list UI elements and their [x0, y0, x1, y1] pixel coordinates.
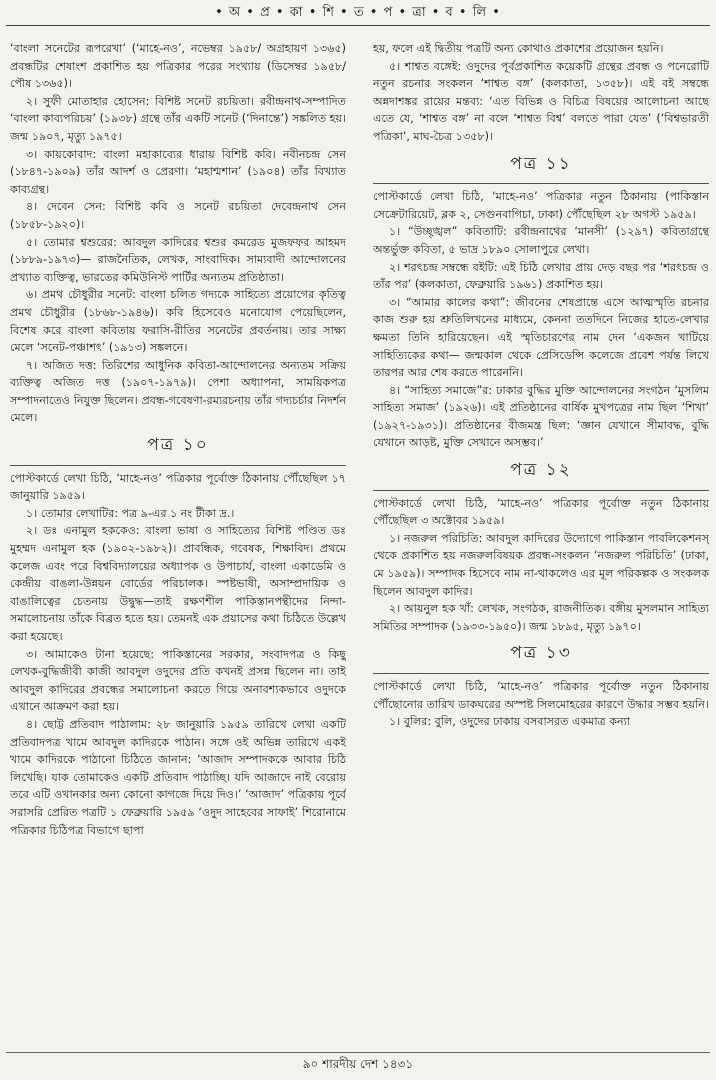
section-rule — [373, 673, 709, 674]
header-rule — [6, 25, 710, 26]
footnote: ৩। আমাকেও টানা হয়েছে: পাকিস্তানের সরকার, সংবাদপত্র ও কিছু লেখক-বুদ্ধিজীবী কাজী আবদুল ওদুদের প্রতি কখনই প্রসন্ন ছিলেন না। তাই আবদুল কাদিরের প্রবন্ধের সমালোচনা করতে গিয়ে অনাবশ্যকভাবে ওদুদকে এখানে আক্রমণ করা হয়। — [10, 647, 346, 714]
footnote: ১। তোমার লেখাটির: পত্র ৯-এর ১ নং টীকা দ্র.। — [26, 506, 235, 520]
footnote: ৬। প্রমথ চৌধুরীর সনেট: বাংলা চলিত গদ্যকে সাহিত্যে প্রয়োগের কৃতিত্ব প্রমথ চৌধুরীর (১৮৬৮-১৯৪৬)। কবি হিসেবেও মনোযোগ পেয়েছিলেন, বিশেষ করে বাংলা কবিতায় ফরাসি-রীতির সনেটের প্রবর্তনায়। তার সাক্ষ্য মেলে ‘সনেট-পঞ্চাশৎ’ (১৯১৩) সঙ্কলনে। — [10, 288, 346, 355]
footnote: ১। নজরুল পরিচিতি: আবদুল কাদিরের উদ্যোগে পাকিস্তান পাবলিকেশনস্ থেকে প্রকাশিত হয় নজরুলবিষয়ক প্রবন্ধ-সংকলন ‘নজরুল পরিচিতি’ (ঢাকা, মে ১৯৫৯)। সম্পাদক হিসেবে নাম না-থাকলেও এর মূল পরিকল্পক ও সংকলক ছিলেন আবদুল কাদির। — [373, 531, 709, 598]
letter-intro: পোস্টকার্ডে লেখা চিঠি, ‘মাহে-নও’ পত্রিকার পূর্বোক্ত ঠিকানায় পৌঁছেছিল ১৭ জানুয়ারি ১৯৫৯। — [10, 471, 346, 503]
footnote: ৫। শাশ্বত বঙ্গেই: ওদুদের পূর্বপ্রকাশিত কয়েকটি গ্রন্থের প্রবন্ধ ও পনেরোটি নতুন রচনার সংকলন ‘শাশ্বত বঙ্গ’ (কলকাতা, ১৩৫৮)। এই বই সম্বন্ধে অন্নদাশঙ্কর রায়ের মন্তব্য: ‘এত বিভিন্ন ও বিচিত্র বিষয়ের আলোচনা আছে এতে যে, ‘শাশ্বত বঙ্গ’ না বলে ‘শাশ্বত বিশ্ব’ বলতে পারা যেত’ (‘বিশ্বভারতী পত্রিকা’, মাঘ-চৈত্র ১৩৫৮)। — [373, 59, 709, 143]
footnote: ২। সুফী মোতাহার হোসেন: বিশিষ্ট সনেট রচয়িতা। রবীন্দ্রনাথ-সম্পাদিত ‘বাংলা কাব্যপরিচয়’ (১৯৩৮) গ্রন্থে তাঁর একটি সনেট (‘দিনান্তে’) সঙ্কলিত হয়। জন্ম ১৯০৭, মৃত্যু ১৯৭৫। — [10, 94, 346, 143]
footnote: ২। শরৎচন্দ্র সম্বন্ধে বইটি: এই চিঠি লেখার প্রায় দেড় বছর পর ‘শরৎচন্দ্র ও তাঁর পর’ (কলকাতা, ফেব্রুয়ারি ১৯৬১) প্রকাশিত হয়। — [373, 260, 709, 292]
running-title: • অ • প্র • কা • শি • ত • প • ত্রা • ব • লি • — [215, 5, 501, 20]
footnote: ১। বুলির: বুলি, ওদুদের ঢাকায় বসবাসরত একমাত্র কন্যা — [389, 715, 631, 729]
footnote: ২। আয়নুল হক খাঁ: লেখক, সংগঠক, রাজনীতিক। বঙ্গীয় মুসলমান সাহিত্য সমিতির সম্পাদক (১৯৩৩-১৯৫০)। জন্ম ১৮৯৫, মৃত্যু ১৯৭০। — [373, 602, 709, 633]
section-rule — [10, 465, 346, 466]
footnote: ২। ডঃ এনামুল হককেও: বাংলা ভাষা ও সাহিত্যের বিশিষ্ট পণ্ডিত ডঃ মুহম্মদ এনামুল হক (১৯০২-১৯৮২)। প্রাবন্ধিক, গবেষক, শিক্ষাবিদ। প্রথমে কলেজ এবং পরে বিশ্ববিদ্যালয়ের অধ্যাপক ও উপাচার্য, বাংলা একাডেমি ও কেন্দ্রীয় বাঙলা-উন্নয়ন বোর্ডের পরিচালক। স্পষ্টভাষী, অসাম্প্রদায়িক ও বাঙালিত্বের চেতনায় উদ্বুদ্ধ—তাই রক্ষণশীল পাকিস্তানপন্থীদের নিন্দা-সমালোচনায় তাঁকে বিব্রত হতে হয়। তেমনই এক প্রয়াসের কথা চিঠিতে উল্লেখ করা হয়েছে। — [10, 524, 346, 643]
footnote: ৫। তোমার শ্বশুরের: আবদুল কাদিরের শ্বশুর কমরেড মুজফফর আহমদ (১৮৮৯-১৯৭৩)— রাজনৈতিক, লেখক, সাংবাদিক। সাম্যবাদী আন্দোলনের প্রখ্যাত ব্যক্তিত্ব, ভারতের কমিউনিস্ট পার্টির অন্যতম প্রতিষ্ঠাতা। — [10, 235, 346, 284]
footnote: ৪। দেবেন সেন: বিশিষ্ট কবি ও সনেট রচয়িতা দেবেন্দ্রনাথ সেন (১৮৫৮-১৯২০)। — [10, 200, 346, 231]
right-column — [373, 40, 709, 1060]
footer-rule — [6, 1052, 710, 1053]
footnote: ৭। অজিত দত্ত: তিরিশের আধুনিক কবিতা-আন্দোলনের অন্যতম সক্রিয় ব্যক্তিত্ব অজিত দত্ত (১৯০৭-১৯৭৯)। পেশা অধ্যাপনা, সাময়িকপত্র সম্পাদনাতেও নিযুক্ত ছিলেন। প্রবন্ধ-গবেষণা-রম্যরচনায় তাঁর গদ্যচর্চার নিদর্শন মেলে। — [10, 358, 346, 425]
section-rule — [373, 490, 709, 491]
footnote: ১। “উচ্ছৃঙ্খল” কবিতাটি: রবীন্দ্রনাথের ‘মানসী’ (১২৯৭) কবিতাগ্রন্থে অন্তর্ভুক্ত কবিতা, ৫ ভাদ্র ১৮৯০ সোলাপুরে লেখা। — [373, 225, 709, 256]
section-heading-13: পত্র ১৩ — [510, 643, 572, 664]
section-rule — [373, 183, 709, 184]
footnote: ৪। ছোট্ট প্রতিবাদ পাঠালাম: ২৮ জানুয়ারি ১৯৫৯ তারিখে লেখা একটি প্রতিবাদপত্র খামে আবদুল কাদিরকে পাঠান। সঙ্গে ওই অভিন্ন তারিখে একই খামে কাদিরকে পাঠানো চিঠিতে জানান: ‘আজাদ সম্পাদককে আবার চিঠি লিখেছি। যাক তোমাকেও একটি প্রতিবাদ পাঠাচ্ছি। যদি আজাদে নাই বেরোয় তবে এটি ওখানকার অন্য কোনো কাগজে দিয়ে দিও।’ ‘আজাদ’ পত্রিকায় পূর্বে সরাসরি প্রেরিত পত্রটি ১ ফেব্রুয়ারি ১৯৫৯ ‘ওদুদ সাহেবের সাফাই’ শিরোনামে পত্রিকার চিঠিপত্র বিভাগে ছাপা — [10, 717, 346, 837]
letter-intro: পোস্টকার্ডে লেখা চিঠি, ‘মাহে-নও’ পত্রিকার পূর্বোক্ত নতুন ঠিকানায় পৌঁছেছিল ৩ অক্টোবর ১৯৫৯। — [373, 496, 709, 528]
footnote: ৪। “সাহিত্য সমাজে”র: ঢাকার বুদ্ধির মুক্তি আন্দোলনের সংগঠন ‘মুসলিম সাহিত্য সমাজ’ (১৯২৬)। এই প্রতিষ্ঠানের বার্ষিক মুখপত্রের নাম ছিল ‘শিখা’ (১৯২৭-১৯৩১)। প্রতিষ্ঠানের বীজমন্ত্র ছিল: ‘জ্ঞান যেখানে সীমাবদ্ধ, বুদ্ধি যেখানে আড়ষ্ট, মুক্তি সেখানে অসম্ভব।’ — [373, 383, 709, 450]
section-heading-12: পত্র ১২ — [510, 460, 572, 481]
continued-paragraph: ‘বাংলা সনেটের রূপরেখা’ (‘মাহে-নও’, নভেম্বর ১৯৫৮/ অগ্রহায়ণ ১৩৬৫) প্রবন্ধটির শেষাংশ প্রকাশিত হয় পত্রিকার পরের সংখ্যায় (ডিসেম্বর ১৯৫৮/ পৌষ ১৩৬৫)। — [10, 42, 346, 91]
page-footer: ৯০ শারদীয় দেশ ১৪৩১ — [302, 1057, 414, 1071]
footnote: ৩। “আমার কালের কথা”: জীবনের শেষপ্রান্তে এসে আত্মস্মৃতি রচনার কাজ শুরু হয় শ্রুতিলিখনের মাধ্যমে, কেননা ততদিনে নিজের হাতে-লেখার ক্ষমতা তিনি হারিয়েছেন। এই স্মৃতিচারণের নাম দেন ‘একজন খাটিয়ে সাহিত্যিকের কথা— জন্মকাল থেকে প্রেসিডেন্সি কলেজে প্রবেশ পর্যন্ত লিখে তারপর আর শেষ করতে পারেননি। — [373, 295, 709, 380]
footnote: ৩। কায়কোবাদ: বাংলা মহাকাব্যের ধারায় বিশিষ্ট কবি। নবীনচন্দ্র সেন (১৮৪৭-১৯০৯) তাঁর আদর্শ ও প্রেরণা। ‘মহাশ্মশান’ (১৯০৪) তাঁর বিখ্যাত কাব্যগ্রন্থ। — [10, 147, 346, 196]
section-heading-10: পত্র ১০ — [147, 435, 209, 456]
letter-intro: পোস্টকার্ডে লেখা চিঠি, ‘মাহে-নও’ পত্রিকার পূর্বোক্ত নতুন ঠিকানায় পৌঁছোনোর তারিখ ডাকঘরের অস্পষ্ট সিলমোহরের কারণে উদ্ধার সম্ভব হয়নি। — [373, 680, 709, 711]
letter-intro: পোস্টকার্ডে লেখা চিঠি, ‘মাহে-নও’ পত্রিকার নতুন ঠিকানায় (পাকিস্তান সেক্রেটারিয়েট, ব্লক ২, সেগুনবাগিচা, ঢাকা) পৌঁছেছিল ২৮ অগস্ট ১৯৫৯। — [373, 190, 709, 221]
left-column — [10, 40, 346, 1052]
continued-paragraph: হয়, ফলে এই দ্বিতীয় পত্রটি অন্য কোথাও প্রকাশের প্রয়োজন হয়নি। — [373, 42, 664, 55]
section-heading-11: পত্র ১১ — [510, 153, 572, 174]
